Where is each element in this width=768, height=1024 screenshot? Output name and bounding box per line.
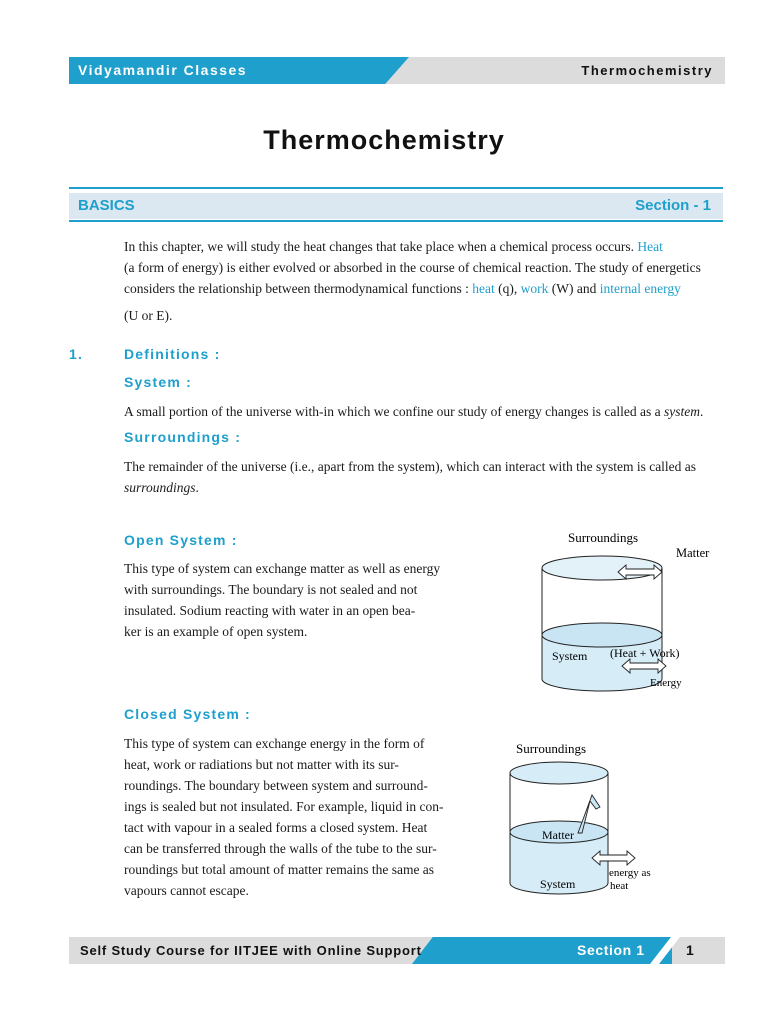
closed-line: can be transferred through the walls of the tube to the sur-: [124, 841, 437, 856]
open-label-heat-work: (Heat + Work): [610, 646, 680, 660]
work-term[interactable]: work: [520, 281, 549, 296]
open-line: This type of system can exchange matter as well as energy: [124, 561, 441, 576]
section-number: Section - 1: [635, 197, 711, 214]
surroundings-term: surroundings: [124, 480, 196, 495]
page-title: Thermochemistry: [263, 125, 505, 155]
closed-system-paragraph: [124, 733, 459, 901]
closed-label-system: System: [540, 877, 576, 891]
heat-symbol: (q),: [498, 281, 518, 296]
footer-course: Self Study Course for IITJEE with Online Support: [80, 943, 422, 958]
heat-term[interactable]: heat: [472, 281, 495, 296]
closed-lid: [510, 762, 608, 784]
definitions-number: 1.: [69, 346, 84, 362]
surroundings-end: .: [195, 480, 199, 495]
closed-line: ings is sealed but not insulated. For example, liquid in con-: [124, 799, 444, 814]
open-system-paragraph: [124, 558, 459, 642]
system-term: system: [664, 404, 700, 419]
internal-energy-term[interactable]: internal energy: [599, 281, 681, 296]
heat-arrow-icon: [592, 851, 635, 865]
surroundings-text: The remainder of the universe (i.e., apart from the system), which can interact with the system is called as: [124, 459, 697, 474]
closed-line: tact with vapour in a sealed forms a closed system. Heat: [124, 820, 428, 835]
system-heading: System :: [124, 374, 192, 390]
intro-text-4: (U or E).: [124, 308, 173, 323]
work-symbol: (W) and: [551, 281, 597, 296]
system-definition: [124, 401, 734, 422]
definitions-heading: Definitions :: [124, 346, 221, 362]
surroundings-heading: Surroundings :: [124, 429, 242, 445]
intro-text-3: considers the relationship between thermodynamical functions :: [124, 281, 469, 296]
page-number: 1: [686, 942, 694, 958]
intro-text-1: In this chapter, we will study the heat changes that take place when a chemical process occurs.: [124, 239, 635, 254]
surroundings-definition: [124, 456, 724, 498]
header-publisher: Vidyamandir Classes: [78, 62, 248, 78]
open-label-system: System: [552, 649, 588, 663]
footer-section: Section 1: [577, 942, 645, 958]
closed-line: vapours cannot escape.: [124, 883, 249, 898]
closed-label-heat: heat: [610, 880, 629, 892]
system-end: .: [700, 404, 704, 419]
closed-line: roundings. The boundary between system and surround-: [124, 778, 428, 793]
open-system-heading: Open System :: [124, 532, 238, 548]
closed-system-diagram: [500, 735, 700, 910]
closed-system-heading: Closed System :: [124, 706, 251, 722]
open-label-matter: Matter: [676, 546, 710, 560]
section-title: BASICS: [78, 197, 135, 214]
open-label-surroundings: Surroundings: [568, 530, 639, 545]
open-label-energy: Energy: [650, 677, 682, 689]
open-line: insulated. Sodium reacting with water in an open bea-: [124, 603, 416, 618]
header-chapter: Thermochemistry: [581, 63, 713, 78]
closed-label-matter: Matter: [542, 828, 574, 842]
section-rule-bottom: [69, 220, 723, 222]
open-system-diagram: [530, 525, 730, 695]
open-liquid-surface: [542, 623, 662, 647]
intro-text-2: (a form of energy) is either evolved or absorbed in the course of chemical reaction. The study of energetics: [124, 260, 701, 275]
closed-line: roundings but total amount of matter remains the same as: [124, 862, 435, 877]
heat-link[interactable]: Heat: [637, 239, 663, 254]
open-line: with surroundings. The boundary is not sealed and not: [124, 582, 418, 597]
section-bar: [69, 193, 723, 219]
intro-paragraph: [124, 236, 724, 326]
closed-label-surroundings: Surroundings: [516, 741, 587, 756]
section-rule-top: [69, 187, 723, 189]
system-text: A small portion of the universe with-in which we confine our study of energy changes is called as a: [124, 404, 661, 419]
closed-label-energy-as: energy as: [609, 867, 651, 879]
closed-line: This type of system can exchange energy in the form of: [124, 736, 425, 751]
open-rim: [542, 556, 662, 580]
open-line: ker is an example of open system.: [124, 624, 308, 639]
closed-line: heat, work or radiations but not matter with its sur-: [124, 757, 399, 772]
